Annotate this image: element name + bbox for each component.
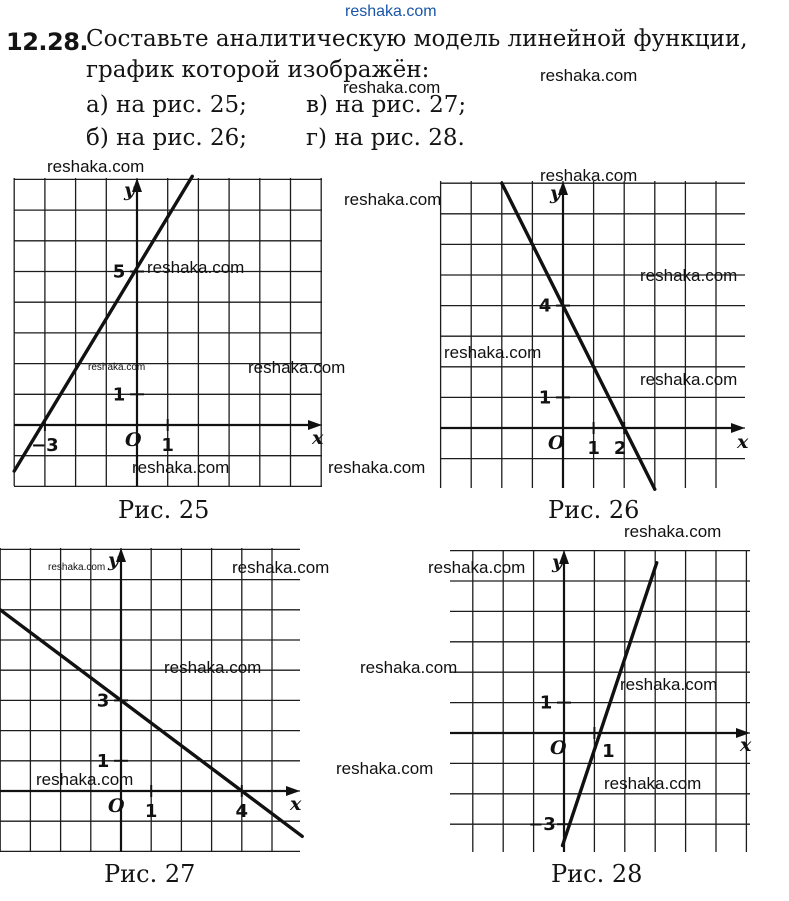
fig25-y-label: y bbox=[124, 179, 136, 201]
item-a: а) на рис. 25; bbox=[86, 92, 247, 118]
item-g: г) на рис. 28. bbox=[306, 125, 465, 151]
watermark: reshaka.com bbox=[360, 658, 458, 677]
fig27-x-label: x bbox=[290, 793, 302, 815]
fig28-y-tick-label: 1 bbox=[539, 692, 553, 714]
fig28-origin-label: O bbox=[550, 737, 567, 759]
watermark: reshaka.com bbox=[248, 358, 346, 377]
watermark: reshaka.com bbox=[640, 266, 738, 285]
watermark: reshaka.com bbox=[640, 370, 738, 389]
fig27-y-tick-label: 3 bbox=[96, 690, 110, 712]
fig25-x-tick-label: 1 bbox=[161, 435, 174, 456]
watermark: reshaka.com bbox=[428, 558, 526, 577]
fig28-x-label: x bbox=[740, 734, 752, 756]
watermark: reshaka.com bbox=[540, 66, 638, 85]
caption-fig28: Рис. 28 bbox=[551, 860, 643, 888]
item-b: б) на рис. 26; bbox=[86, 125, 248, 151]
fig26-y-tick-label: 1 bbox=[538, 387, 552, 409]
fig25-function-line bbox=[14, 176, 192, 471]
fig27-y-tick-label: 1 bbox=[96, 750, 110, 772]
watermark: reshaka.com bbox=[344, 190, 442, 209]
fig28-y-label: y bbox=[552, 551, 564, 573]
watermark: reshaka.com bbox=[232, 558, 330, 577]
header-watermark[interactable]: reshaka.com bbox=[345, 3, 437, 20]
fig28-x-tick-label: 1 bbox=[602, 741, 615, 762]
fig26-x-tick-label: 1 bbox=[587, 438, 600, 459]
caption-fig27: Рис. 27 bbox=[104, 860, 196, 888]
fig25-x-tick-label: −3 bbox=[31, 435, 59, 456]
watermark: reshaka.com bbox=[604, 774, 702, 793]
fig26-x-tick-label: 2 bbox=[613, 438, 627, 459]
problem-line-2: график которой изображён: bbox=[86, 57, 430, 83]
fig25-x-label: x bbox=[312, 427, 324, 449]
fig27-x-tick-label: 4 bbox=[235, 801, 249, 822]
fig26-x-label: x bbox=[737, 431, 749, 453]
watermark: reshaka.com bbox=[336, 759, 434, 778]
watermark: reshaka.com bbox=[88, 362, 146, 373]
watermark: reshaka.com bbox=[444, 343, 542, 362]
fig27-origin-label: O bbox=[108, 795, 125, 817]
fig27-y-label: y bbox=[108, 549, 120, 571]
watermark: reshaka.com bbox=[147, 258, 245, 277]
item-v: в) на рис. 27; bbox=[306, 92, 467, 118]
watermark: reshaka.com bbox=[36, 770, 134, 789]
caption-fig26: Рис. 26 bbox=[548, 496, 640, 524]
problem-line-1: Составьте аналитическую модель линейной функции, bbox=[86, 26, 748, 52]
fig28-function-line bbox=[563, 563, 657, 846]
watermark: reshaka.com bbox=[132, 458, 230, 477]
watermark: reshaka.com bbox=[620, 675, 718, 694]
fig25-y-tick-label: 5 bbox=[112, 261, 126, 283]
fig26-origin-label: O bbox=[548, 432, 565, 454]
caption-fig25: Рис. 25 bbox=[118, 496, 210, 524]
fig25-origin-label: O bbox=[125, 429, 142, 451]
watermark: reshaka.com bbox=[164, 658, 262, 677]
watermark: reshaka.com bbox=[540, 166, 638, 185]
fig26-y-label: y bbox=[550, 182, 562, 204]
watermark: reshaka.com bbox=[328, 458, 426, 477]
fig26-y-tick-label: 4 bbox=[538, 295, 552, 317]
fig28-y-tick-label: −3 bbox=[528, 814, 556, 836]
fig27-x-tick-label: 1 bbox=[144, 801, 158, 822]
watermark: reshaka.com bbox=[47, 157, 145, 176]
watermark: reshaka.com bbox=[343, 78, 441, 97]
fig25-y-tick-label: 1 bbox=[112, 384, 126, 406]
watermark: reshaka.com bbox=[624, 522, 722, 541]
watermark: reshaka.com bbox=[48, 562, 106, 573]
problem-number: 12.28. bbox=[6, 28, 89, 56]
